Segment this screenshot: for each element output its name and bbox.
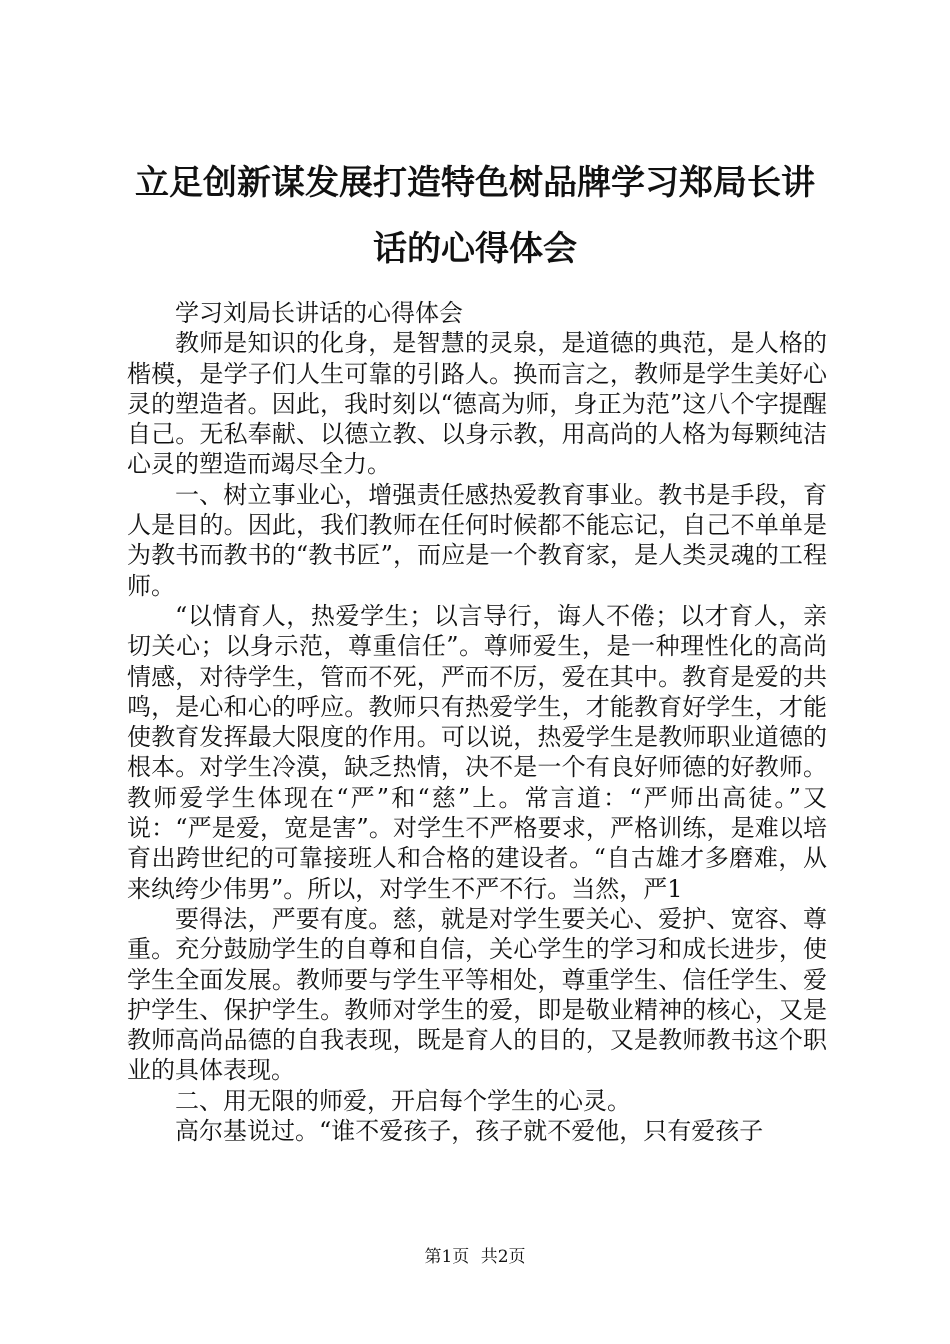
body-paragraph: 高尔基说过。“谁不爱孩子，孩子就不爱他，只有爱孩子 (175, 1117, 764, 1146)
page-footer (0, 1246, 950, 1268)
page-total: 共2页 (480, 1247, 526, 1267)
body-paragraph: 教师是知识的化身，是智慧的灵泉，是道德的典范，是人格的楷模，是学子们人生可靠的引路人。换而言之，教师是学生美好心灵的塑造者。因此，我时刻以“德高为师，身正为范”这八个字提醒自己。无私奉献、以德立教、以身示教，用高尚的人格为每颗纯洁心灵的塑造而竭尽全力。 (127, 329, 827, 479)
title-line-1: 立足创新谋发展打造特色树品牌学习郑局长讲 (135, 163, 815, 203)
title-line-2: 话的心得体会 (373, 229, 577, 269)
body-paragraph: 一、树立事业心，增强责任感热爱教育事业。教书是手段，育人是目的。因此，我们教师在任何时候都不能忘记，自己不单单是为教书而教书的“教书匠”，而应是一个教育家，是人类灵魂的工程师。 (127, 480, 827, 600)
section-heading: 二、用无限的师爱，开启每个学生的心灵。 (175, 1086, 631, 1115)
subtitle-paragraph: 学习刘局长讲话的心得体会 (175, 299, 463, 327)
body-paragraph: 要得法，严要有度。慈，就是对学生要关心、爱护、宽容、尊重。充分鼓励学生的自尊和自信，关心学生的学习和成长进步，使学生全面发展。教师要与学生平等相处，尊重学生、信任学生、爱护学生、保护学生。教师对学生的爱，即是敬业精神的核心，又是教师高尚品德的自我表现，既是育人的目的，又是教师教书这个职业的具体表现。 (127, 904, 827, 1085)
page-number: 第1页 (424, 1247, 470, 1267)
document-title (120, 150, 830, 282)
document-body (127, 298, 827, 1146)
body-paragraph: “以情育人，热爱学生；以言导行，诲人不倦；以才育人，亲切关心；以身示范，尊重信任”。尊师爱生，是一种理性化的高尚情感，对待学生，管而不死，严而不厉，爱在其中。教育是爱的共鸣，是心和心的呼应。教师只有热爱学生，才能教育好学生，才能使教育发挥最大限度的作用。可以说，热爱学生是教师职业道德的根本。对学生冷漠，缺乏热情，决不是一个有良好师德的好教师。教师爱学生体现在“严”和“慈”上。常言道：“严师出高徒。”又说：“严是爱，宽是害”。对学生不严格要求，严格训练，是难以培育出跨世纪的可靠接班人和合格的建设者。“自古雄才多磨难，从来纨绔少伟男”。所以，对学生不严不行。当然，严1 (127, 601, 827, 903)
